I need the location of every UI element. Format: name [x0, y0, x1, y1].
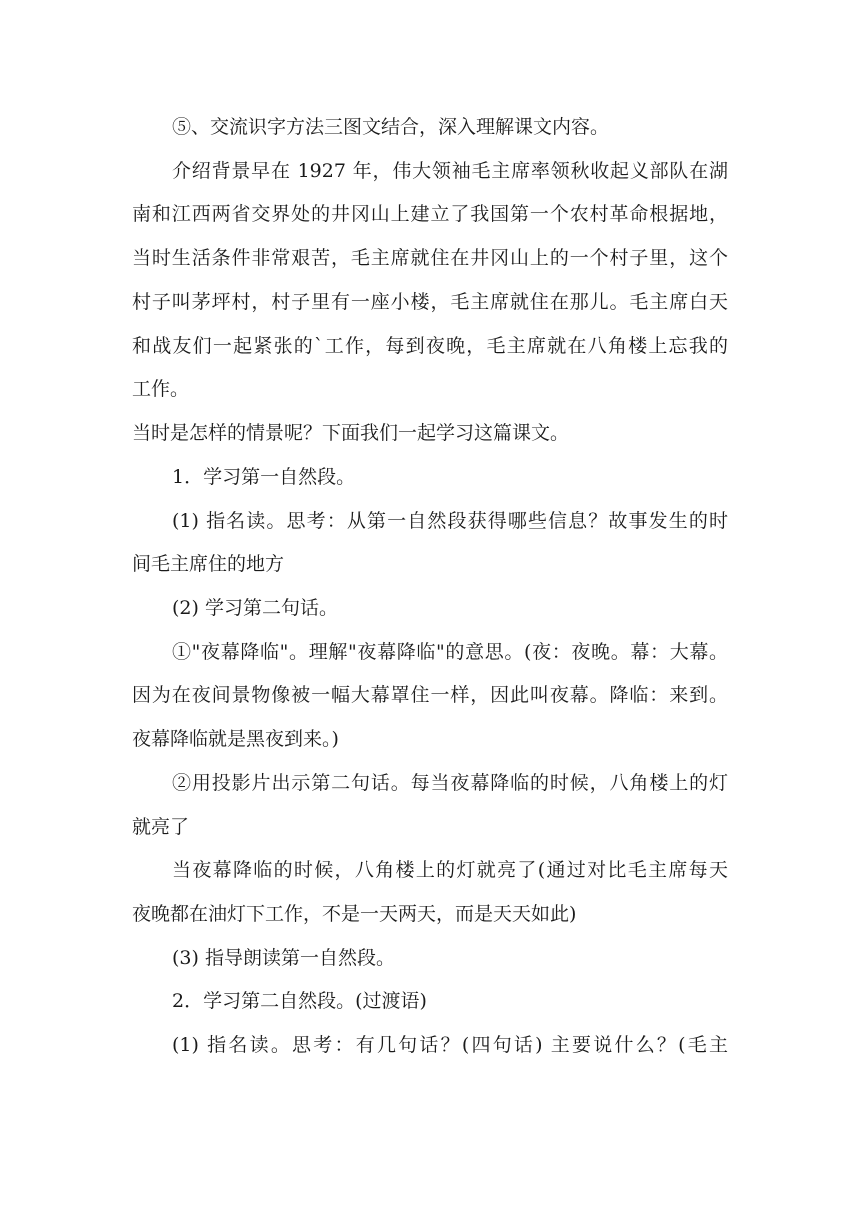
- text-line: ①"夜幕降临"。理解"夜幕降临"的意思。(夜：夜晚。幕：大幕。: [172, 641, 728, 663]
- text-line: 当时是怎样的情景呢？下面我们一起学习这篇课文。: [132, 422, 570, 444]
- text-line: (1) 指名读。思考：从第一自然段获得哪些信息？故事发生的时: [172, 510, 728, 532]
- text-line: ⑤、交流识字方法三图文结合，深入理解课文内容。: [172, 116, 610, 138]
- text-line: (2) 学习第二句话。: [172, 597, 338, 619]
- text-line: 当时生活条件非常艰苦，毛主席就住在井冈山上的一个村子里，这个: [132, 247, 728, 269]
- text-line: ②用投影片出示第二句话。每当夜幕降临的时候，八角楼上的灯: [172, 772, 728, 794]
- text-line: 夜幕降临就是黑夜到来。): [132, 728, 339, 750]
- text-line: 村子叫茅坪村，村子里有一座小楼，毛主席就住在那儿。毛主席白天: [132, 291, 728, 313]
- text-line: 就亮了: [132, 816, 190, 838]
- text-line: 夜晚都在油灯下工作，不是一天两天，而是天天如此): [132, 903, 577, 925]
- text-line: 2．学习第二自然段。(过渡语): [172, 990, 427, 1012]
- text-line: 和战友们一起紧张的`工作，每到夜晚，毛主席就在八角楼上忘我的: [132, 335, 728, 357]
- text-line: (1) 指名读。思考：有几句话？(四句话) 主要说什么？(毛主: [172, 1034, 728, 1056]
- text-line: 工作。: [132, 378, 190, 400]
- text-line: 1．学习第一自然段。: [172, 466, 356, 488]
- text-line: 因为在夜间景物像被一幅大幕罩住一样，因此叫夜幕。降临：来到。: [132, 684, 728, 706]
- text-line: (3) 指导朗读第一自然段。: [172, 947, 395, 969]
- text-line: 介绍背景早在 1927 年，伟大领袖毛主席率领秋收起义部队在湖: [172, 160, 728, 182]
- text-line: 南和江西两省交界处的井冈山上建立了我国第一个农村革命根据地，: [132, 203, 728, 225]
- text-line: 间毛主席住的地方: [132, 553, 285, 575]
- text-line: 当夜幕降临的时候，八角楼上的灯就亮了(通过对比毛主席每天: [172, 859, 728, 881]
